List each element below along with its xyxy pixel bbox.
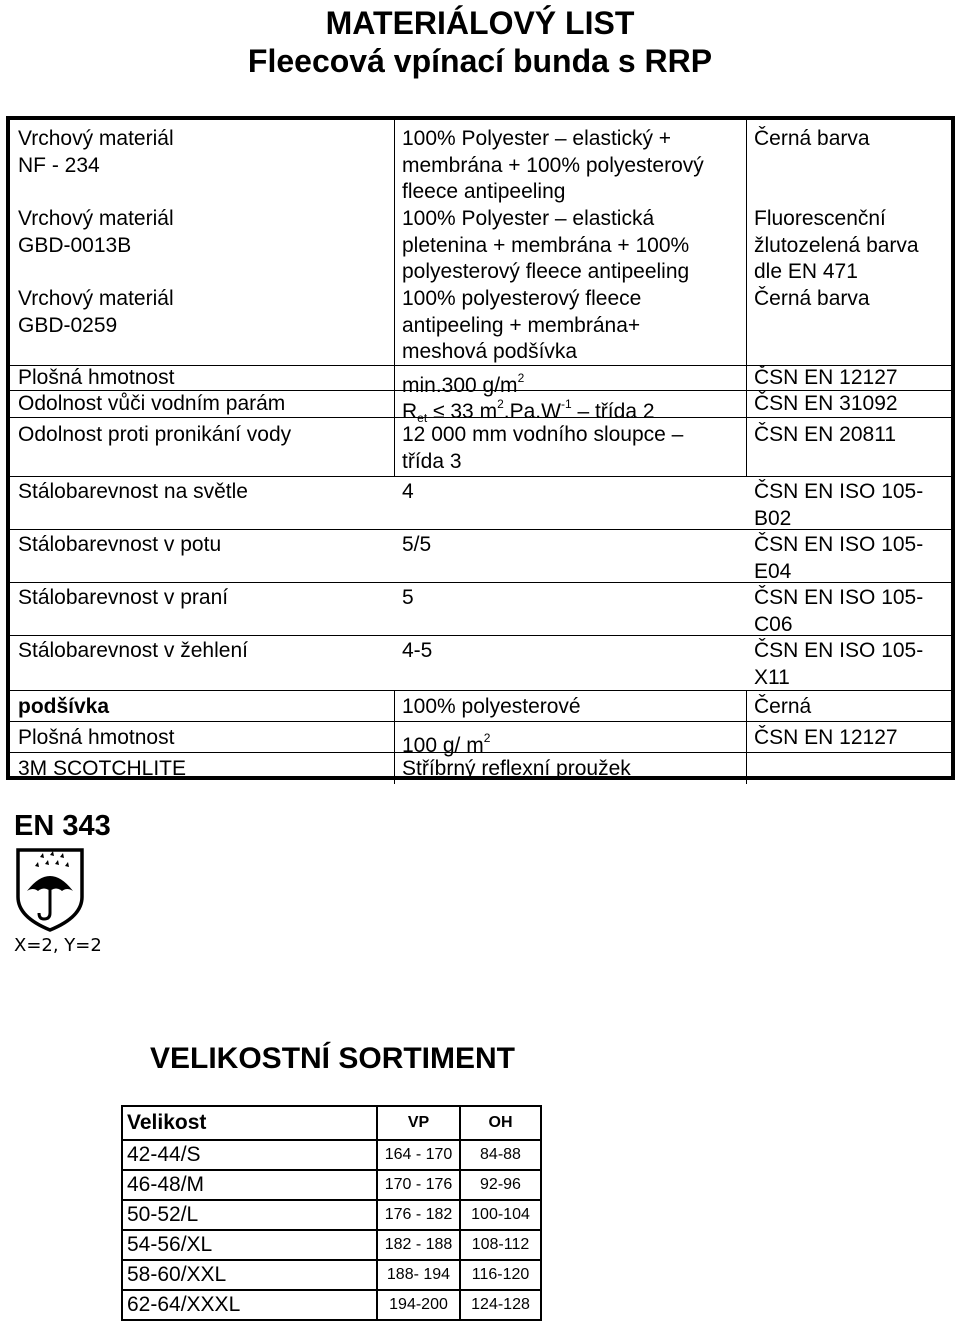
composition-line: meshová podšívka <box>402 340 578 363</box>
size-row <box>122 1200 541 1230</box>
column-divider <box>394 390 395 417</box>
oh-cell: 108-112 <box>460 1230 541 1260</box>
spec-standard: ČSN EN 20811 <box>754 423 897 446</box>
vp-cell: 170 - 176 <box>377 1170 460 1200</box>
composition-line: membrána + 100% polyesterový <box>402 153 704 177</box>
size-row <box>122 1170 541 1200</box>
oh-cell: 100-104 <box>460 1200 541 1230</box>
column-divider <box>746 690 747 784</box>
material-row-2-name <box>18 206 383 259</box>
spec-value: 12 000 mm vodního sloupce – třída 3 <box>402 423 684 473</box>
size-range-title: VELIKOSTNÍ SORTIMENT <box>150 1042 516 1075</box>
spec-standard: Černá <box>754 695 812 718</box>
spec-standard: ČSN EN ISO 105- E04 <box>754 533 924 583</box>
spec-name: Plošná hmotnost <box>18 366 175 389</box>
spec-standard: ČSN EN 31092 <box>754 392 898 415</box>
spec-standard: ČSN EN 12127 <box>754 366 898 389</box>
size-row <box>122 1260 541 1290</box>
vp-cell: 188- 194 <box>377 1260 460 1290</box>
composition-line: polyesterový fleece antipeeling <box>402 260 690 283</box>
spec-value: 4 <box>402 480 414 503</box>
spec-value: 100% polyesterové <box>402 695 581 718</box>
umbrella-rain-pictogram-icon <box>14 847 86 938</box>
material-code: NF - 234 <box>18 153 100 177</box>
material-row-1-composition <box>402 126 742 206</box>
vp-cell: 164 - 170 <box>377 1140 460 1170</box>
size-cell: 58-60/XXL <box>122 1260 377 1290</box>
material-table <box>6 116 955 780</box>
color-line: Černá barva <box>754 127 870 150</box>
size-row <box>122 1230 541 1260</box>
column-divider <box>394 417 395 476</box>
material-row-1-name <box>18 126 383 179</box>
spec-standard: ČSN EN ISO 105- X11 <box>754 639 924 689</box>
material-row-3-color <box>754 286 949 313</box>
column-divider <box>394 690 395 784</box>
size-cell: 62-64/XXXL <box>122 1290 377 1320</box>
material-row-2-color <box>754 206 949 286</box>
column-divider <box>746 120 747 390</box>
composition-line: 100% polyesterový fleece <box>402 287 642 310</box>
spec-name: Stálobarevnost v praní <box>18 586 229 609</box>
size-table-header <box>122 1106 541 1140</box>
size-table <box>121 1105 542 1321</box>
size-cell: 46-48/M <box>122 1170 377 1200</box>
standard-label: EN 343 <box>14 810 111 842</box>
color-line: Fluorescenční <box>754 207 886 230</box>
composition-line: fleece antipeeling <box>402 180 566 203</box>
spec-name: Plošná hmotnost <box>18 726 175 749</box>
composition-line: antipeeling + membrána+ <box>402 313 641 337</box>
spec-name: Stálobarevnost v žehlení <box>18 639 248 662</box>
spec-value: 4-5 <box>402 639 433 662</box>
document-title: MATERIÁLOVÝ LIST <box>325 5 635 41</box>
material-row-3-name <box>18 286 383 339</box>
header-vp: VP <box>377 1106 460 1140</box>
spec-name: Stálobarevnost v potu <box>18 533 222 556</box>
color-line: žlutozelená barva <box>754 233 919 257</box>
spec-value: 5/5 <box>402 533 432 556</box>
header-oh: OH <box>460 1106 541 1140</box>
size-cell: 54-56/XL <box>122 1230 377 1260</box>
column-divider <box>746 417 747 476</box>
oh-cell: 124-128 <box>460 1290 541 1320</box>
material-row-3-composition <box>402 286 742 366</box>
spec-value: 100 g/ $m^2$ <box>402 731 491 757</box>
composition-line: 100% Polyester – elastický + <box>402 127 672 150</box>
standard-parameters: X=2, Y=2 <box>14 935 102 956</box>
spec-value: min.300 $g/m^2$ <box>402 371 525 397</box>
spec-name: Odolnost proti pronikání vody <box>18 423 292 446</box>
lining-label: podšívka <box>18 695 110 718</box>
vp-cell: 182 - 188 <box>377 1230 460 1260</box>
size-cell: 42-44/S <box>122 1140 377 1170</box>
spec-value: 5 <box>402 586 414 609</box>
material-row-1-color <box>754 126 949 153</box>
spec-standard: ČSN EN 12127 <box>754 726 898 749</box>
composition-line: 100% Polyester – elastická <box>402 207 655 230</box>
spec-name: Stálobarevnost na světle <box>18 480 248 503</box>
color-line: Černá barva <box>754 287 870 310</box>
oh-cell: 84-88 <box>460 1140 541 1170</box>
oh-cell: 116-120 <box>460 1260 541 1290</box>
column-divider <box>746 390 747 417</box>
size-row <box>122 1140 541 1170</box>
spec-value: Stříbrný reflexní proužek <box>402 757 631 780</box>
material-label: Vrchový materiál <box>18 127 174 150</box>
size-row <box>122 1290 541 1320</box>
material-label: Vrchový materiál <box>18 287 174 310</box>
row-divider <box>10 721 951 722</box>
document-subtitle: Fleecová vpínací bunda s RRP <box>247 43 713 79</box>
material-code: GBD-0259 <box>18 313 118 337</box>
spec-value: $R_{et} \le 33$ $m^2.Pa.W^{-1}$ – třída 2 <box>402 397 655 425</box>
spec-name: Odolnost vůči vodním parám <box>18 392 286 415</box>
spec-standard: ČSN EN ISO 105- C06 <box>754 586 924 636</box>
spec-standard: ČSN EN ISO 105- B02 <box>754 480 924 530</box>
vp-cell: 176 - 182 <box>377 1200 460 1230</box>
color-line: dle EN 471 <box>754 260 858 283</box>
material-row-2-composition <box>402 206 742 286</box>
header-size: Velikost <box>122 1106 377 1140</box>
size-cell: 50-52/L <box>122 1200 377 1230</box>
oh-cell: 92-96 <box>460 1170 541 1200</box>
vp-cell: 194-200 <box>377 1290 460 1320</box>
material-label: Vrchový materiál <box>18 207 174 230</box>
column-divider <box>394 120 395 390</box>
material-code: GBD-0013B <box>18 233 132 257</box>
spec-name: 3M SCOTCHLITE <box>18 757 187 780</box>
row-divider <box>10 476 951 477</box>
composition-line: pletenina + membrána + 100% <box>402 233 690 257</box>
